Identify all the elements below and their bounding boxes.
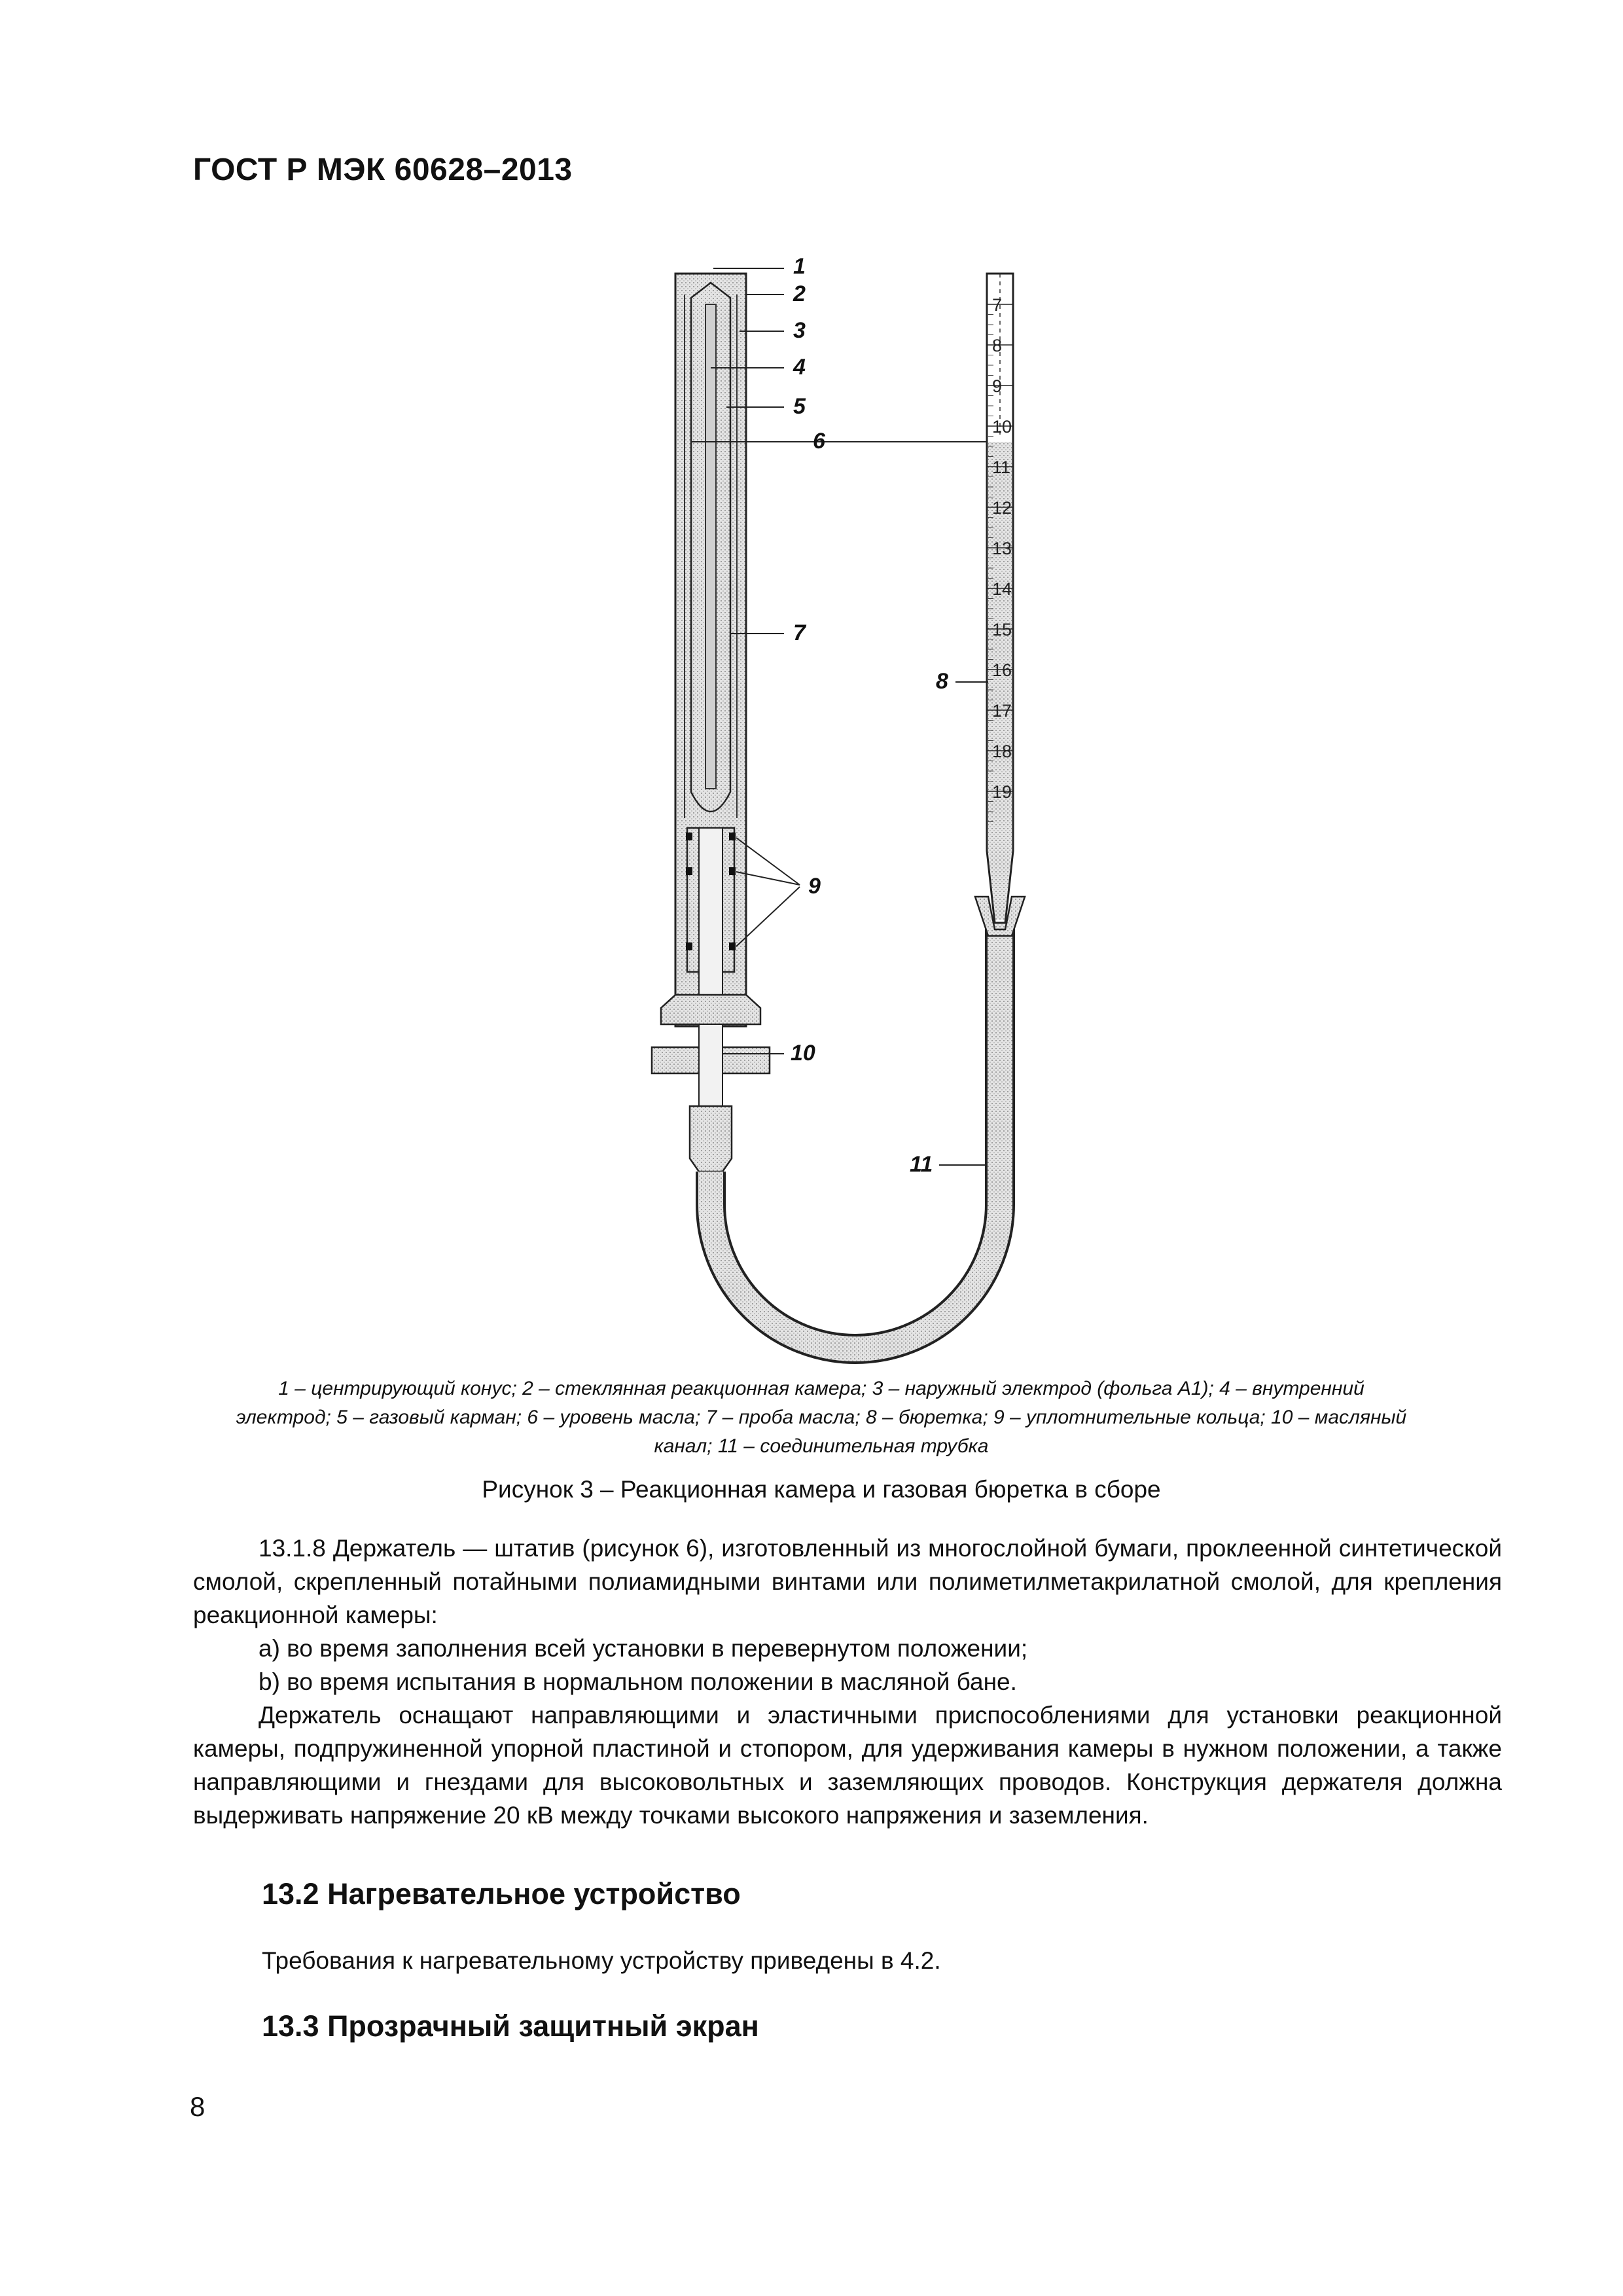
legend-line: канал; 11 – соединительная трубка — [654, 1435, 989, 1457]
section-13-3-heading: 13.3 Прозрачный защитный экран — [262, 2009, 759, 2043]
section-13-1-8 — [193, 1532, 1502, 1832]
label-3: 3 — [793, 318, 806, 343]
burette-scale-label: 18 — [992, 742, 1012, 761]
section-13-2-text: Требования к нагревательному устройству приведены в 4.2. — [262, 1947, 941, 1974]
label-8: 8 — [936, 669, 948, 694]
burette-scale-label: 13 — [992, 539, 1012, 558]
label-6: 6 — [813, 429, 825, 454]
reaction-chamber — [652, 274, 770, 1172]
label-4: 4 — [793, 355, 806, 380]
burette-scale-label: 19 — [992, 782, 1012, 802]
list-item-b: b) во время испытания в нормальном положении в масляной бане. — [259, 1668, 1017, 1695]
figure-legend — [190, 1374, 1453, 1461]
label-5: 5 — [793, 394, 806, 419]
label-1: 1 — [793, 254, 806, 279]
list-item-a: а) во время заполнения всей установки в перевернутом положении; — [259, 1635, 1028, 1662]
label-10: 10 — [791, 1041, 815, 1066]
burette-scale-label: 15 — [992, 620, 1012, 639]
connecting-tube — [711, 923, 1000, 1349]
document-header: ГОСТ Р МЭК 60628–2013 — [193, 152, 573, 187]
label-2: 2 — [793, 281, 806, 306]
figure-3-diagram — [622, 242, 1080, 1368]
burette-scale-label: 14 — [992, 579, 1012, 599]
burette-scale-label: 9 — [992, 376, 1003, 396]
page-number: 8 — [190, 2091, 205, 2122]
burette-scale-label: 8 — [992, 336, 1003, 355]
legend-line: 1 – центрирующий конус; 2 – стеклянная реакционная камера; 3 – наружный электрод (фольга А1); 4 – внутренний — [278, 1378, 1364, 1399]
paragraph: 13.1.8 Держатель — штатив (рисунок 6), изготовленный из многослойной бумаги, проклеенной синтетической смолой, скрепленный потайными полиамидными винтами или полиметилметакрилатной смолой, для крепления реакционной камеры: — [193, 1535, 1502, 1628]
legend-line: электрод; 5 – газовый карман; 6 – уровень масла; 7 – проба масла; 8 – бюретка; 9 – уплотнительные кольца; 10 – масляный — [236, 1407, 1407, 1428]
burette-scale-label: 7 — [992, 295, 1003, 315]
burette-scale-label: 17 — [992, 701, 1012, 721]
burette-scale-label: 12 — [992, 498, 1012, 518]
label-9: 9 — [808, 874, 821, 899]
figure-caption: Рисунок 3 – Реакционная камера и газовая бюретка в сборе — [482, 1476, 1161, 1503]
burette-scale-label: 10 — [992, 417, 1012, 437]
paragraph: Держатель оснащают направляющими и эластичными приспособлениями для установки реакционной камеры, подпружиненной упорной пластиной и стопором, для удерживания камеры в нужном положении, а также направляющими и гнездами для высоковольтных и заземляющих проводов. Конструкция держателя должна выдерживать напряжение 20 кВ между точками высокого напряжения и заземления. — [193, 1702, 1502, 1829]
burette — [975, 274, 1025, 936]
burette-scale-label: 11 — [992, 457, 1011, 477]
section-13-2-heading: 13.2 Нагревательное устройство — [262, 1877, 741, 1910]
label-7: 7 — [793, 620, 806, 645]
label-11: 11 — [910, 1152, 933, 1177]
burette-scale-label: 16 — [992, 660, 1012, 680]
